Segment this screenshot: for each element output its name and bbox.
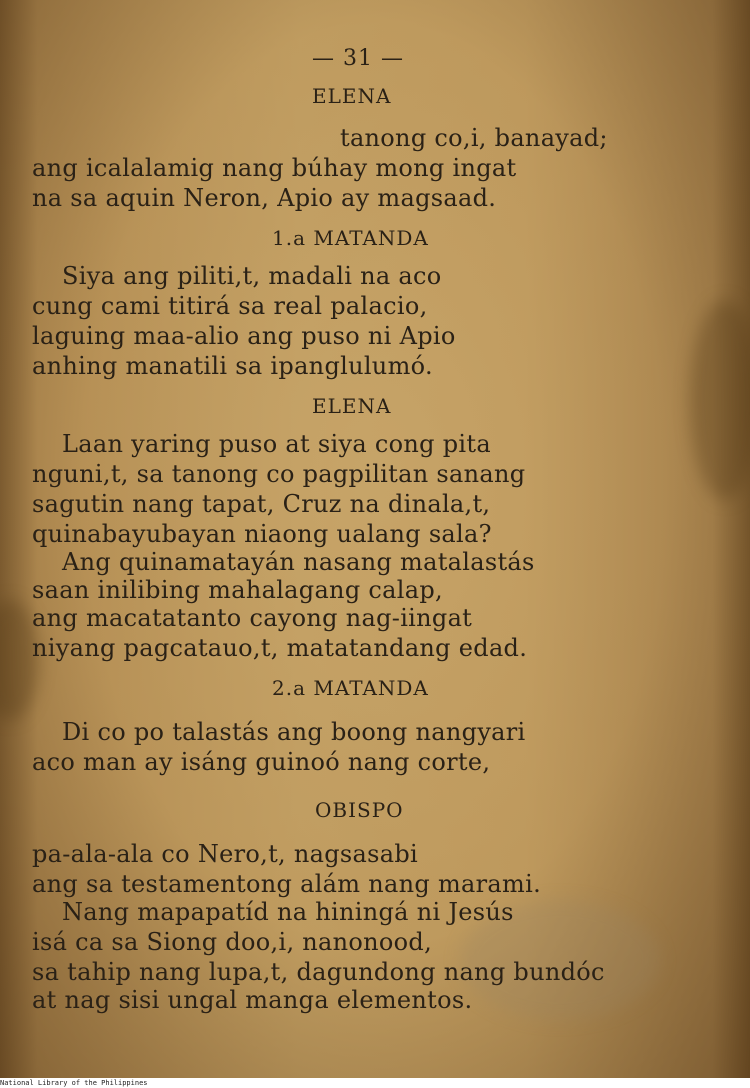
verse-line: ang icalalamig nang búhay mong ingat (32, 154, 517, 182)
speaker-heading: ELENA (312, 394, 392, 418)
verse-line: quinabayubayan niaong ualang sala? (32, 520, 492, 548)
verse-line: cung cami titirá sa real palacio, (32, 292, 428, 320)
verse-line: pa-ala-ala co Nero,t, nagsasabi (32, 840, 418, 868)
verse-line: tanong co,i, banayad; (340, 124, 608, 152)
verse-line: Ang quinamatayán nasang matalastás (62, 548, 535, 576)
verse-line: laguing maa-alio ang puso ni Apio (32, 322, 456, 350)
verse-line: aco man ay isáng guinoó nang corte, (32, 748, 491, 776)
verse-line: Di co po talastás ang boong nangyari (62, 718, 526, 746)
verse-line: sa tahip nang lupa,t, dagundong nang bundóc (32, 958, 605, 986)
page-number: — 31 — (312, 46, 404, 71)
verse-line: niyang pagcatauo,t, matatandang edad. (32, 634, 528, 662)
verse-line: Laan yaring puso at siya cong pita (62, 430, 491, 458)
verse-line: isá ca sa Siong doo,i, nanonood, (32, 928, 433, 956)
verse-line: sagutin nang tapat, Cruz na dinala,t, (32, 490, 491, 518)
speaker-heading: 1.a MATANDA (272, 226, 429, 250)
verse-line: nguni,t, sa tanong co pagpilitan sanang (32, 460, 526, 488)
verse-line: at nag sisi ungal manga elementos. (32, 986, 473, 1014)
verse-line: ang sa testamentong alám nang marami. (32, 870, 541, 898)
speaker-heading: 2.a MATANDA (272, 676, 429, 700)
verse-line: ang macatatanto cayong nag-iingat (32, 604, 473, 632)
page-stain (690, 300, 750, 500)
verse-line: anhing manatili sa ipanglulumó. (32, 352, 433, 380)
footer-credit: National Library of the Philippines (0, 1078, 750, 1088)
verse-line: Siya ang piliti,t, madali na aco (62, 262, 442, 290)
verse-line: Nang mapapatíd na hiningá ni Jesús (62, 898, 514, 926)
verse-line: na sa aquin Neron, Apio ay magsaad. (32, 184, 497, 212)
speaker-heading: OBISPO (315, 798, 404, 822)
verse-line: saan inilibing mahalagang calap, (32, 576, 443, 604)
speaker-heading: ELENA (312, 84, 392, 108)
